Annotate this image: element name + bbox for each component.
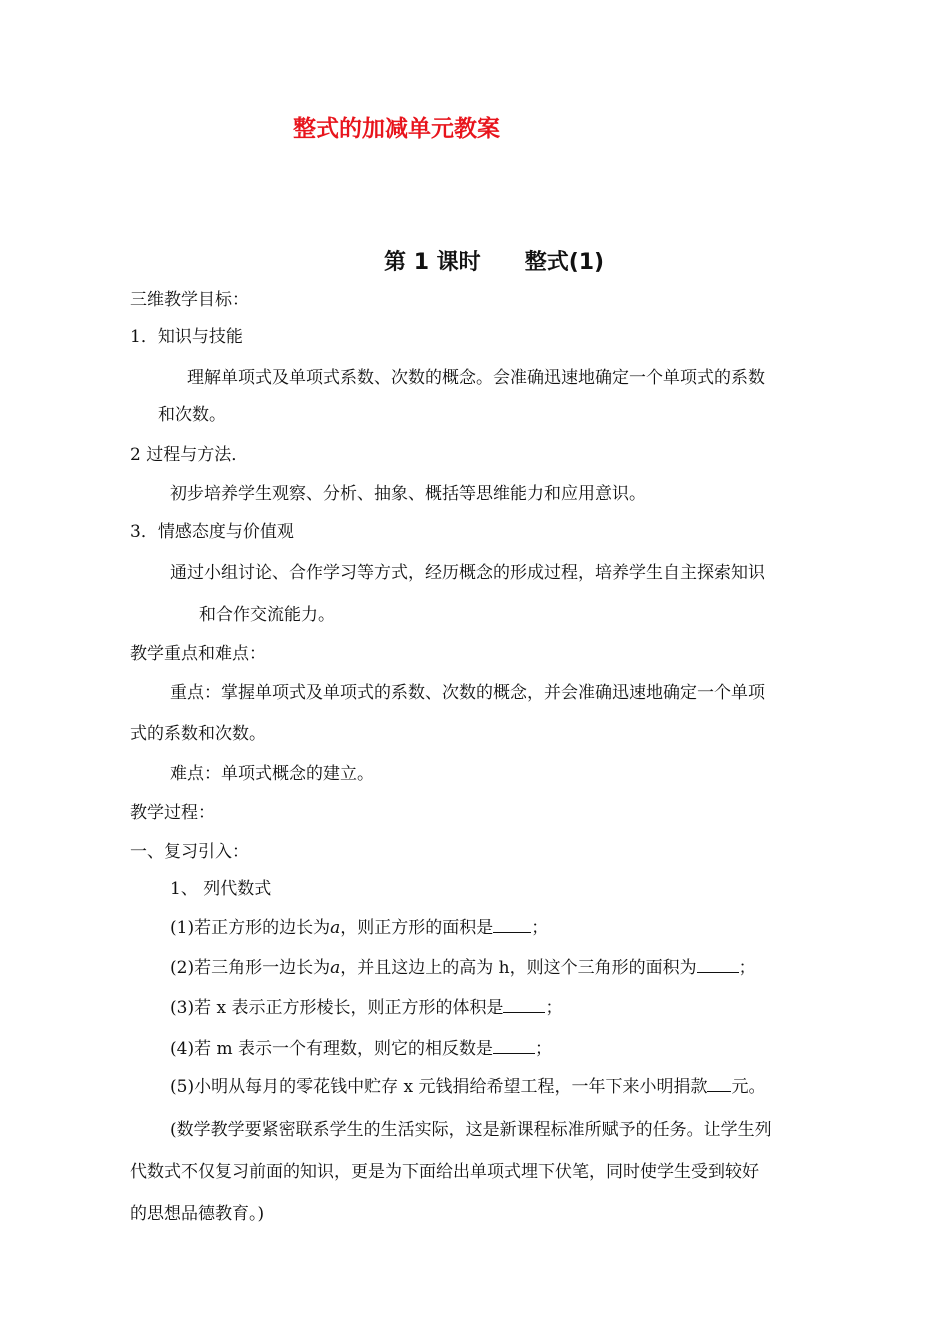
question-4-text: (4)若 m 表示一个有理数，则它的相反数是 [170, 1039, 494, 1059]
question-2-text-b: ，并且这边上的高为 h，则这个三角形的面积为 [340, 958, 697, 978]
question-2-text-a: (2)若三角形一边长为 [170, 958, 331, 978]
teaching-note-line-3: 的思想品德教育。) [130, 1204, 265, 1224]
document-title: 整式的加减单元教案 [293, 116, 500, 142]
question-1-text-a: (1)若正方形的边长为 [170, 918, 331, 938]
lesson-topic: 整式(1) [524, 250, 605, 275]
objective-3-text-line-1: 通过小组讨论、合作学习等方式，经历概念的形成过程，培养学生自主探索知识 [170, 563, 765, 583]
objective-3-heading: 3．情感态度与价值观 [130, 522, 294, 542]
question-4 [170, 1037, 552, 1061]
lesson-number: 1 [413, 250, 429, 275]
review-heading: 一、复习引入： [130, 842, 249, 862]
objective-1-text-line-1: 理解单项式及单项式系数、次数的概念。会准确迅速地确定一个单项式的系数 [187, 368, 765, 388]
lesson-title [384, 245, 604, 276]
teaching-note-line-1: (数学教学要紧密联系学生的生活实际，这是新课程标准所赋予的任务。让学生列 [170, 1120, 772, 1140]
question-5-end: 元。 [731, 1077, 766, 1097]
question-2-answer-blank [697, 956, 739, 973]
lesson-suffix: 课时 [436, 250, 481, 275]
question-5-text: (5)小明从每月的零花钱中贮存 x 元钱捐给希望工程，一年下来小明捐款 [170, 1077, 708, 1097]
question-4-end: ； [535, 1039, 553, 1059]
question-1 [170, 916, 548, 940]
question-2-variable: a [330, 958, 341, 978]
objective-2-text: 初步培养学生观察、分析、抽象、概括等思维能力和应用意识。 [170, 484, 646, 504]
question-3-end: ； [545, 998, 563, 1018]
objectives-heading: 三维教学目标： [130, 290, 249, 310]
question-3-text: (3)若 x 表示正方形棱长，则正方形的体积是 [170, 998, 504, 1018]
question-2-end: ； [738, 958, 756, 978]
question-1-answer-blank [493, 916, 531, 933]
question-4-answer-blank [493, 1037, 535, 1054]
question-5-answer-blank [707, 1075, 731, 1092]
question-3-answer-blank [503, 996, 545, 1013]
question-1-variable: a [330, 918, 341, 938]
question-2 [170, 956, 756, 980]
objective-1-text-line-2: 和次数。 [158, 405, 226, 425]
objective-1-heading: 1．知识与技能 [130, 327, 243, 347]
question-1-end: ； [531, 918, 549, 938]
question-5 [170, 1075, 765, 1099]
lesson-prefix: 第 [384, 250, 407, 275]
review-subheading: 1、 列代数式 [170, 879, 272, 899]
objective-2-heading: 2 过程与方法． [130, 445, 249, 465]
key-point-line-1: 重点：掌握单项式及单项式的系数、次数的概念，并会准确迅速地确定一个单项 [170, 683, 765, 703]
process-heading: 教学过程： [130, 803, 215, 823]
difficulty-text: 难点：单项式概念的建立。 [170, 764, 374, 784]
question-1-text-b: ，则正方形的面积是 [340, 918, 494, 938]
teaching-note-line-2: 代数式不仅复习前面的知识，更是为下面给出单项式埋下伏笔，同时使学生受到较好 [130, 1162, 759, 1182]
key-point-line-2: 式的系数和次数。 [130, 724, 266, 744]
question-3 [170, 996, 562, 1020]
objective-3-text-line-2: 和合作交流能力。 [199, 605, 335, 625]
key-points-heading: 教学重点和难点： [130, 644, 266, 664]
